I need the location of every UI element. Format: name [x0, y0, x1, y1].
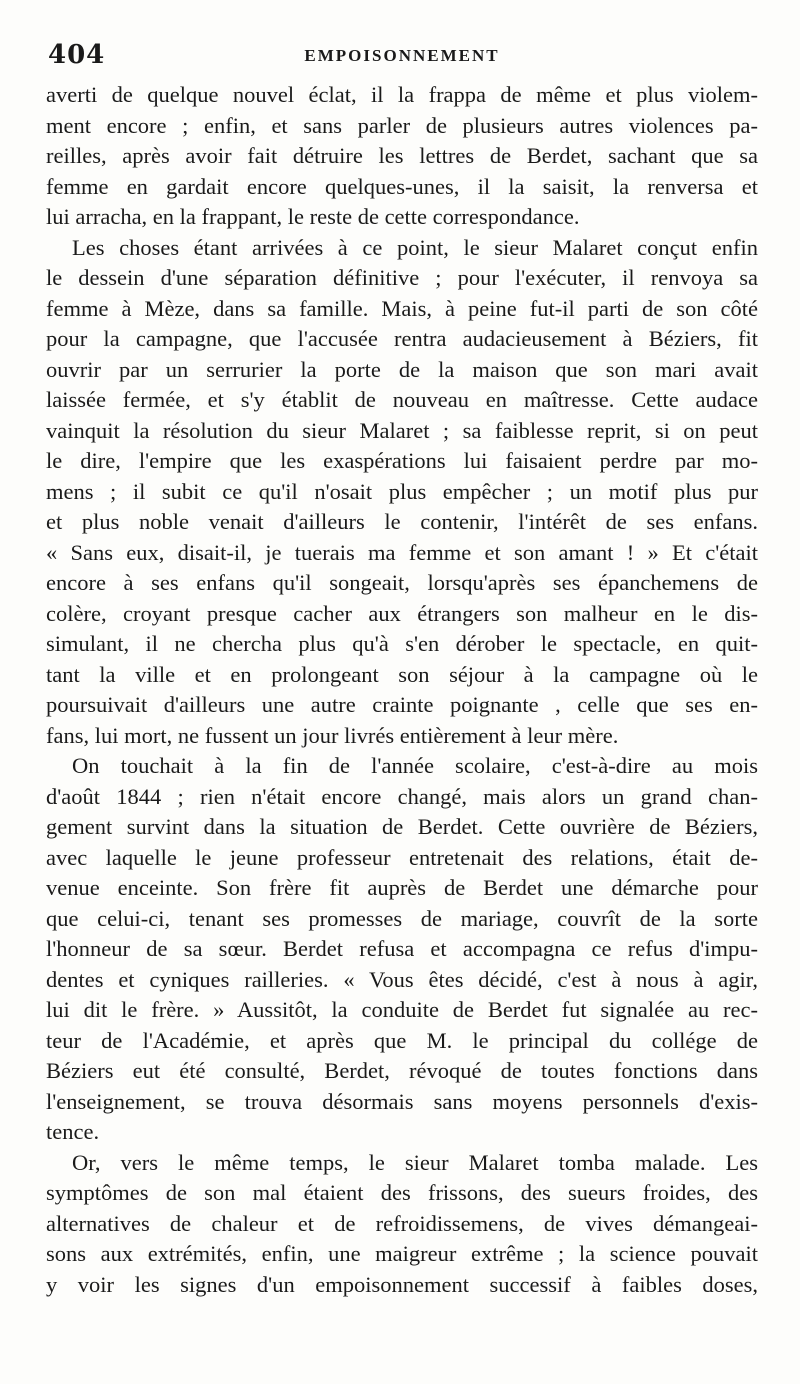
text-line: alternatives de chaleur et de refroidissemens, de vives démangeai- — [46, 1210, 758, 1236]
text-line: d'août 1844 ; rien n'était encore changé, mais alors un grand chan- — [46, 783, 758, 809]
text-line: Béziers eut été consulté, Berdet, révoqué de toutes fonctions dans — [46, 1058, 758, 1083]
text-line: vainquit la résolution du sieur Malaret ; sa faiblesse reprit, si on peut — [46, 417, 758, 443]
running-title: EMPOISONNEMENT — [304, 46, 500, 65]
text-line: lui arracha, en la frappant, le reste de cette correspondance. — [46, 204, 580, 229]
text-line: que celui-ci, tenant ses promesses de mariage, couvrît de la sorte — [46, 905, 758, 931]
text-line: sons aux extrémités, enfin, une maigreur extrême ; la science pouvait — [46, 1241, 758, 1266]
running-head — [48, 40, 756, 76]
text-line: Les choses étant arrivées à ce point, le sieur Malaret conçut enfin — [72, 234, 758, 260]
text-line: dentes et cyniques railleries. « Vous êtes décidé, c'est à nous à agir, — [46, 966, 758, 992]
text-line: gement survint dans la situation de Berdet. Cette ouvrière de Béziers, — [46, 814, 758, 839]
text-line: averti de quelque nouvel éclat, il la frappa de même et plus violem- — [46, 82, 758, 107]
text-line: teur de l'Académie, et après que M. le principal du collége de — [46, 1027, 758, 1053]
text-line: On touchait à la fin de l'année scolaire, c'est-à-dire au mois — [72, 753, 758, 778]
text-line: le dessein d'une séparation définitive ; pour l'exécuter, il renvoya sa — [46, 265, 758, 290]
text-line: y voir les signes d'un empoisonnement successif à faibles doses, — [46, 1271, 758, 1297]
text-line: poursuivait d'ailleurs une autre crainte poignante , celle que ses en- — [46, 692, 758, 717]
text-line: reilles, après avoir fait détruire les lettres de Berdet, sachant que sa — [46, 143, 758, 168]
text-line: pour la campagne, que l'accusée rentra audacieusement à Béziers, fit — [46, 326, 758, 351]
text-line: avec laquelle le jeune professeur entretenait des relations, était de- — [46, 844, 758, 870]
text-line: et plus noble venait d'ailleurs le contenir, l'intérêt de ses enfans. — [46, 509, 758, 534]
text-line: femme à Mèze, dans sa famille. Mais, à peine fut-il parti de son côté — [46, 295, 758, 321]
text-line: colère, croyant presque cacher aux étrangers son malheur en le dis- — [46, 600, 758, 626]
text-line: « Sans eux, disait-il, je tuerais ma femme et son amant ! » Et c'était — [46, 539, 758, 565]
text-line: venue enceinte. Son frère fit auprès de Berdet une démarche pour — [46, 875, 758, 900]
text-line: l'honneur de sa sœur. Berdet refusa et accompagna ce refus d'impu- — [46, 936, 758, 961]
text-line: fans, lui mort, ne fussent un jour livrés entièrement à leur mère. — [46, 722, 619, 748]
text-line: tant la ville et en prolongeant son séjour à la campagne où le — [46, 661, 758, 687]
text-line: mens ; il subit ce qu'il n'osait plus empêcher ; un motif plus pur — [46, 478, 758, 504]
text-line: simulant, il ne chercha plus qu'à s'en dérober le spectacle, en quit- — [46, 631, 758, 656]
text-line: ment encore ; enfin, et sans parler de plusieurs autres violences pa- — [46, 112, 758, 138]
text-line: symptômes de son mal étaient des frissons, des sueurs froides, des — [46, 1180, 758, 1205]
text-line: ouvrir par un serrurier la porte de la maison que son mari avait — [46, 356, 758, 382]
text-line: encore à ses enfans qu'il songeait, lorsqu'après ses épanchemens de — [46, 570, 758, 595]
text-line: le dire, l'empire que les exaspérations lui faisaient perdre par mo- — [46, 448, 758, 473]
body-text — [46, 80, 758, 1300]
text-line: l'enseignement, se trouva désormais sans moyens personnels d'exis- — [46, 1088, 758, 1114]
page-number: 404 — [48, 40, 106, 70]
text-line: femme en gardait encore quelques-unes, il la saisit, la renversa et — [46, 173, 758, 199]
text-line: Or, vers le même temps, le sieur Malaret tomba malade. Les — [72, 1149, 758, 1175]
text-line: tence. — [46, 1119, 100, 1144]
text-line: lui dit le frère. » Aussitôt, la conduite de Berdet fut signalée au rec- — [46, 997, 758, 1022]
text-line: laissée fermée, et s'y établit de nouveau en maîtresse. Cette audace — [46, 387, 758, 412]
